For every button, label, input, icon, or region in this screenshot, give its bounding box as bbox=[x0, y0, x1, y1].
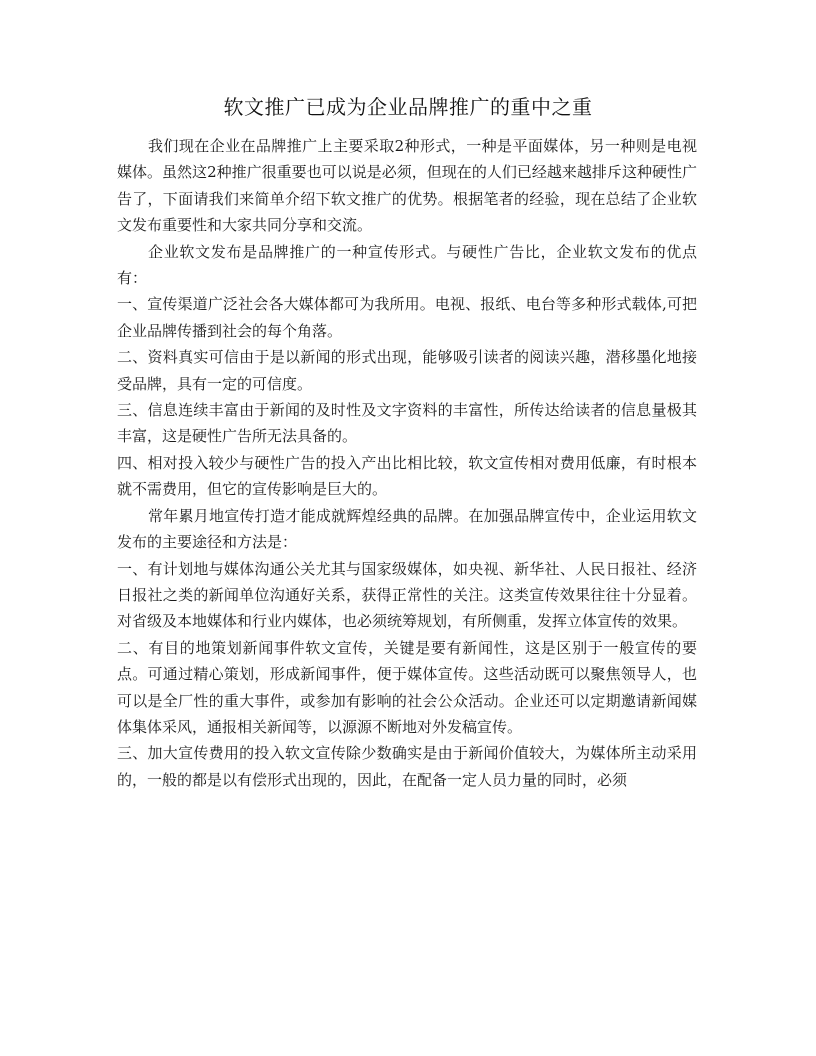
paragraph: 我们现在企业在品牌推广上主要采取2种形式，一种是平面媒体，另一种则是电视媒体。虽然这2种推广很重要也可以说是必须，但现在的人们已经越来越排斥这种硬性广告了，下面请我们来简单介绍下软文推广的优势。根据笔者的经验，现在总结了企业软文发布重要性和大家共同分享和交流。 bbox=[117, 137, 697, 235]
list-item: 一、宣传渠道广泛社会各大媒体都可为我所用。电视、报纸、电台等多种形式载体,可把企业品牌传播到社会的每个角落。 bbox=[117, 295, 697, 340]
paragraph: 常年累月地宣传打造才能成就辉煌经典的品牌。在加强品牌宣传中，企业运用软文发布的主要途径和方法是： bbox=[117, 506, 697, 552]
document-body bbox=[117, 133, 697, 793]
list-item: 一、有计划地与媒体沟通公关尤其与国家级媒体，如央视、新华社、人民日报社、经济日报社之类的新闻单位沟通好关系，获得正常性的关注。这类宣传效果往往十分显着。对省级及本地媒体和行业内媒体，也必须统筹规划，有所侧重，发挥立体宣传的效果。 bbox=[117, 559, 697, 631]
list-item: 二、资料真实可信由于是以新闻的形式出现，能够吸引读者的阅读兴趣，潜移墨化地接受品牌，具有一定的可信度。 bbox=[117, 348, 697, 393]
list-item: 四、相对投入较少与硬性广告的投入产出比相比较，软文宣传相对费用低廉，有时根本就不需费用，但它的宣传影响是巨大的。 bbox=[117, 453, 697, 499]
list-item: 二、有目的地策划新闻事件软文宣传，关键是要有新闻性，这是区别于一般宣传的要点。可通过精心策划，形成新闻事件，便于媒体宣传。这些活动既可以聚焦领导人，也可以是全厂性的重大事件，或参加有影响的社会公众活动。企业还可以定期邀请新闻媒体集体采风，通报相关新闻等，以源源不断地对外发稿宣传。 bbox=[117, 638, 697, 736]
paragraph: 企业软文发布是品牌推广的一种宣传形式。与硬性广告比，企业软文发布的优点有： bbox=[117, 242, 697, 288]
list-item: 三、信息连续丰富由于新闻的及时性及文字资料的丰富性，所传达给读者的信息量极其丰富，这是硬性广告所无法具备的。 bbox=[117, 401, 697, 446]
list-item: 三、加大宣传费用的投入软文宣传除少数确实是由于新闻价值较大，为媒体所主动采用的，一般的都是以有偿形式出现的，因此，在配备一定人员力量的同时，必须 bbox=[117, 744, 697, 789]
document-title: 软文推广已成为企业品牌推广的重中之重 bbox=[223, 95, 593, 119]
